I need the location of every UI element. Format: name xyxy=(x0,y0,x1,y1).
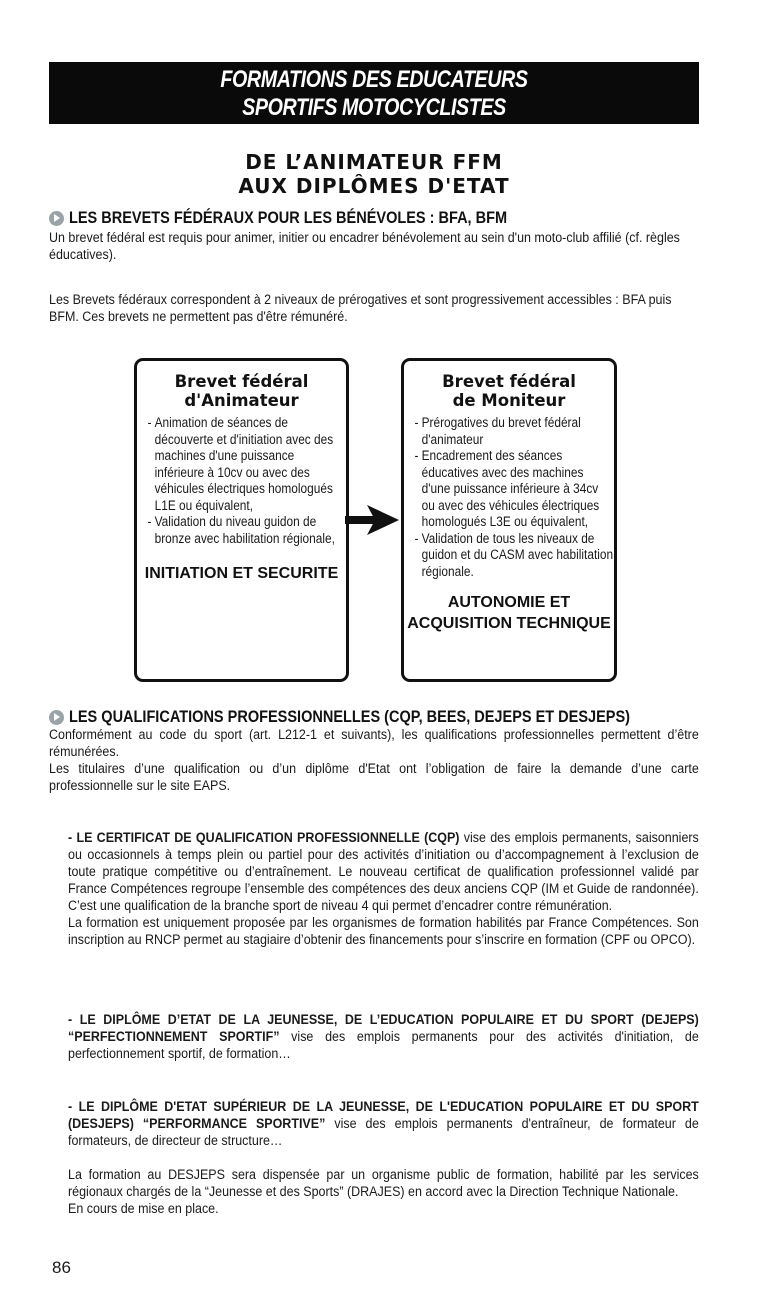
banner-line-2: SPORTIFS MOTOCYCLISTES xyxy=(242,94,506,121)
qualifications-paragraph: Conformément au code du sport (art. L212-1 et suivants), les qualifications professionnelles permettent d’être rémunérées. Les titulaires d’une qualification ou d’un diplôme d'Etat ont l’obligation de faire la demande d’une carte professionnelle sur le site EAPS. xyxy=(49,727,699,794)
bfm-list xyxy=(404,415,614,580)
cqp-block: - LE CERTIFICAT DE QUALIFICATION PROFESSIONNELLE (CQP) vise des emplois permanents, saisonniers ou occasionnels à temps plein ou partiel pour des activités d’initiation ou d’accompagnement à l’exclusion de toute pratique compétitive ou d’entraînement. Le nouveau certificat de qualification professionnel validé par France Compétences regroupe l’ensemble des compétences des deux anciens CQP (IM et Guide de randonnée). C’est une qualification de la branche sport de niveau 4 qui permet d’encadrer contre rémunération. La formation est uniquement proposée par les organismes de formation habilités par France Compétences. Son inscription au RNCP permet au stagiaire d’obtenir des financements pour s’inscrire en formation (CPF ou OPCO). xyxy=(68,830,699,948)
banner-line-1: FORMATIONS DES EDUCATEURS xyxy=(220,66,528,93)
desjeps-status: En cours de mise en place. xyxy=(68,1201,219,1217)
bfa-list xyxy=(137,415,346,547)
dejeps-title: - LE DIPLÔME D’ETAT DE LA JEUNESSE, DE L’EDUCATION POPULAIRE ET DU SPORT (DEJEPS) “PERFECTIONNEMENT SPORTIF” xyxy=(68,1012,699,1045)
cqp-title: - LE CERTIFICAT DE QUALIFICATION PROFESSIONNELLE (CQP) xyxy=(68,830,460,846)
list-item: - Animation de séances de découverte et d'initiation avec des machines d'une puissance inférieure à 10cv ou avec des véhicules électriques homologués L1E ou équivalent, xyxy=(148,415,346,514)
page-banner xyxy=(49,62,699,124)
page-subtitle xyxy=(49,150,699,198)
bfa-box xyxy=(134,358,349,682)
cqp-formation-paragraph: La formation est uniquement proposée par les organismes de formation habilités par France Compétences. Son inscription au RNCP permet au stagiaire d’obtenir des financements pour s’inscrire en formation (CPF ou OPCO). xyxy=(68,915,699,948)
desjeps-formation-paragraph: La formation au DESJEPS sera dispensée par un organisme public de formation, habilité par les services régionaux chargés de la “Jeunesse et des Sports” (DRAJES) en accord avec la Direction Technique Nationale. xyxy=(68,1167,699,1200)
section-heading-brevets: LES BREVETS FÉDÉRAUX POUR LES BÉNÉVOLES : BFA, BFM xyxy=(49,209,567,228)
subtitle-line-2: AUX DIPLÔMES D'ETAT xyxy=(238,174,510,198)
chevron-bullet-icon xyxy=(49,211,64,226)
list-item: - Encadrement des séances éducatives avec des machines d'une puissance inférieure à 34cv ou avec des véhicules électriques homologués L3E ou équivalent, xyxy=(415,448,614,531)
right-arrow-icon xyxy=(345,505,400,535)
brevets-levels-paragraph: Les Brevets fédéraux correspondent à 2 niveaux de prérogatives et sont progressivement accessibles : BFA puis BFM. Ces brevets ne permettent pas d'être rémunéré. xyxy=(49,292,672,325)
list-item: - Validation de tous les niveaux de guidon et du CASM avec habilitation régionale. xyxy=(415,531,614,581)
section-heading-qualifications: LES QUALIFICATIONS PROFESSIONNELLES (CQP, BEES, DEJEPS ET DESJEPS) xyxy=(49,708,707,727)
bfa-title: Brevet fédéral d'Animateur xyxy=(174,372,309,410)
bfm-footer: AUTONOMIE ET ACQUISITION TECHNIQUE xyxy=(407,594,611,632)
list-item: - Validation du niveau guidon de bronze avec habilitation régionale, xyxy=(148,514,346,547)
list-item: - Prérogatives du brevet fédéral d'animateur xyxy=(415,415,614,448)
desjeps-title: - LE DIPLÔME D'ETAT SUPÉRIEUR DE LA JEUNESSE, DE L'EDUCATION POPULAIRE ET DU SPORT (DESJEPS) “PERFORMANCE SPORTIVE” xyxy=(68,1099,699,1132)
bfa-footer: INITIATION ET SECURITE xyxy=(144,565,339,582)
dejeps-block: - LE DIPLÔME D’ETAT DE LA JEUNESSE, DE L’EDUCATION POPULAIRE ET DU SPORT (DEJEPS) “PERFECTIONNEMENT SPORTIF” vise des emplois permanents pour des activités d'initiation, de perfectionnement sportif, de formation… xyxy=(68,1012,699,1062)
page-number: 86 xyxy=(52,1258,71,1277)
desjeps-block: - LE DIPLÔME D'ETAT SUPÉRIEUR DE LA JEUNESSE, DE L'EDUCATION POPULAIRE ET DU SPORT (DESJEPS) “PERFORMANCE SPORTIVE” vise des emplois permanents d'entraîneur, de formateur de formateurs, de directeur de structure… La formation au DESJEPS sera dispensée par un organisme public de formation, habilité par les services régionaux chargés de la “Jeunesse et des Sports” (DRAJES) en accord avec la Direction Technique Nationale. En cours de mise en place. xyxy=(68,1099,699,1217)
chevron-bullet-icon xyxy=(49,710,64,725)
bfm-box xyxy=(401,358,617,682)
bfm-title: Brevet fédéral de Moniteur xyxy=(442,372,576,410)
brevets-intro-paragraph: Un brevet fédéral est requis pour animer, initier ou encadrer bénévolement au sein d'un moto-club affilié (cf. règles éducatives). xyxy=(49,230,680,263)
subtitle-line-1: DE L’ANIMATEUR FFM xyxy=(245,150,503,174)
